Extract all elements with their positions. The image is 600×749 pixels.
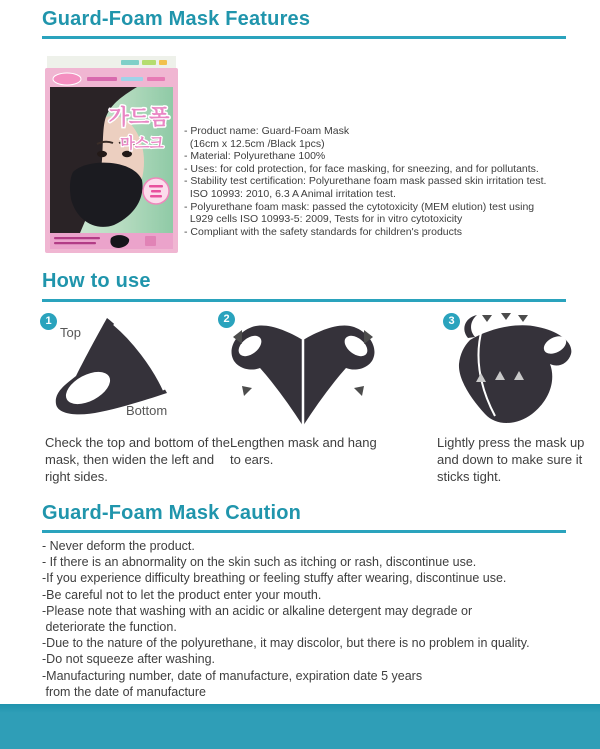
- bottom-label: Bottom: [126, 403, 168, 418]
- package-hang-tab: [47, 56, 176, 70]
- features-line: - Polyurethane foam mask: passed the cytotoxicity (MEM elution) test using: [184, 200, 535, 213]
- footer-bar: [0, 704, 600, 749]
- package-illustration: [45, 56, 178, 253]
- step-1-folded-mask-illustration: [48, 316, 183, 421]
- caution-line: -Please note that washing with an acidic or alkaline detergent may degrade or: [42, 603, 473, 618]
- how-to-use-section-title: How to use: [42, 270, 151, 292]
- package-top-badge: [53, 73, 81, 85]
- step-2-caption: Lengthen mask and hang to ears.: [230, 435, 377, 467]
- step-2-number-badge: 2: [218, 311, 235, 328]
- step-1-number-badge: 1: [40, 313, 57, 330]
- caution-line: -If you experience difficulty breathing or feeling stuffy after wearing, discontinue use.: [42, 571, 507, 586]
- arrow-out-bottom-left: [242, 386, 252, 396]
- caution-title-underline: [42, 530, 566, 533]
- step-2-spread-mask-illustration: [228, 318, 378, 430]
- product-package-image: [45, 56, 178, 253]
- package-korean-title-line1: 가드폼: [108, 106, 170, 129]
- features-line: - Product name: Guard-Foam Mask: [184, 125, 350, 137]
- features-line: - Compliant with the safety standards for children's products: [184, 225, 463, 238]
- caution-line: -Due to the nature of the polyurethane, it may discolor, but there is no problem in quality.: [42, 636, 530, 651]
- features-line: - Uses: for cold protection, for face masking, for sneezing, and for pollutants.: [184, 162, 539, 175]
- arrow-down-3: [518, 315, 528, 322]
- caution-line: -Manufacturing number, date of manufacture, expiration date 5 years: [42, 668, 423, 683]
- features-line: - Stability test certification: Polyurethane foam mask passed skin irritation test.: [184, 175, 547, 188]
- step-3-caption: Lightly press the mask up and down to make sure it sticks tight.: [437, 435, 585, 484]
- arrow-down-1: [482, 315, 492, 322]
- eye-left: [97, 151, 107, 157]
- features-line: L929 cells ISO 10993-5: 2009, Tests for in vitro cytotoxicity: [184, 213, 463, 226]
- step-3-number-badge: 3: [443, 313, 460, 330]
- caution-section-title: Guard-Foam Mask Caution: [42, 502, 302, 524]
- caution-line: -Be careful not to let the product enter your mouth.: [42, 587, 322, 602]
- features-section-title: Guard-Foam Mask Features: [42, 8, 311, 30]
- caution-line: from the date of manufacture: [42, 684, 206, 699]
- features-line: ISO 10993: 2010, 6.3 A Animal irritation test.: [184, 187, 396, 200]
- caution-list: [42, 538, 582, 700]
- step-1-caption: Check the top and bottom of the mask, then widen the left and right sides.: [45, 435, 231, 484]
- how-to-use-title-underline: [42, 299, 566, 302]
- caution-line: - If there is an abnormality on the skin such as itching or rash, discontinue use.: [42, 555, 477, 570]
- top-label: Top: [60, 325, 81, 340]
- mask-strap-hook: [464, 315, 477, 338]
- caution-line: - Never deform the product.: [42, 539, 195, 553]
- package-korean-title-line2: 마스크: [120, 135, 164, 152]
- features-line: (16cm x 12.5cm /Black 1pcs): [184, 137, 325, 150]
- package-corner-mark: [145, 236, 156, 246]
- step-3-worn-mask-illustration: [450, 312, 588, 424]
- features-title-underline: [42, 36, 566, 39]
- caution-line: -Do not squeeze after washing.: [42, 652, 216, 667]
- caution-line: deteriorate the function.: [42, 620, 177, 635]
- features-line: - Material: Polyurethane 100%: [184, 150, 326, 163]
- arrow-out-bottom-right: [354, 386, 364, 396]
- features-list: [184, 125, 596, 238]
- arrow-down-2: [501, 313, 511, 320]
